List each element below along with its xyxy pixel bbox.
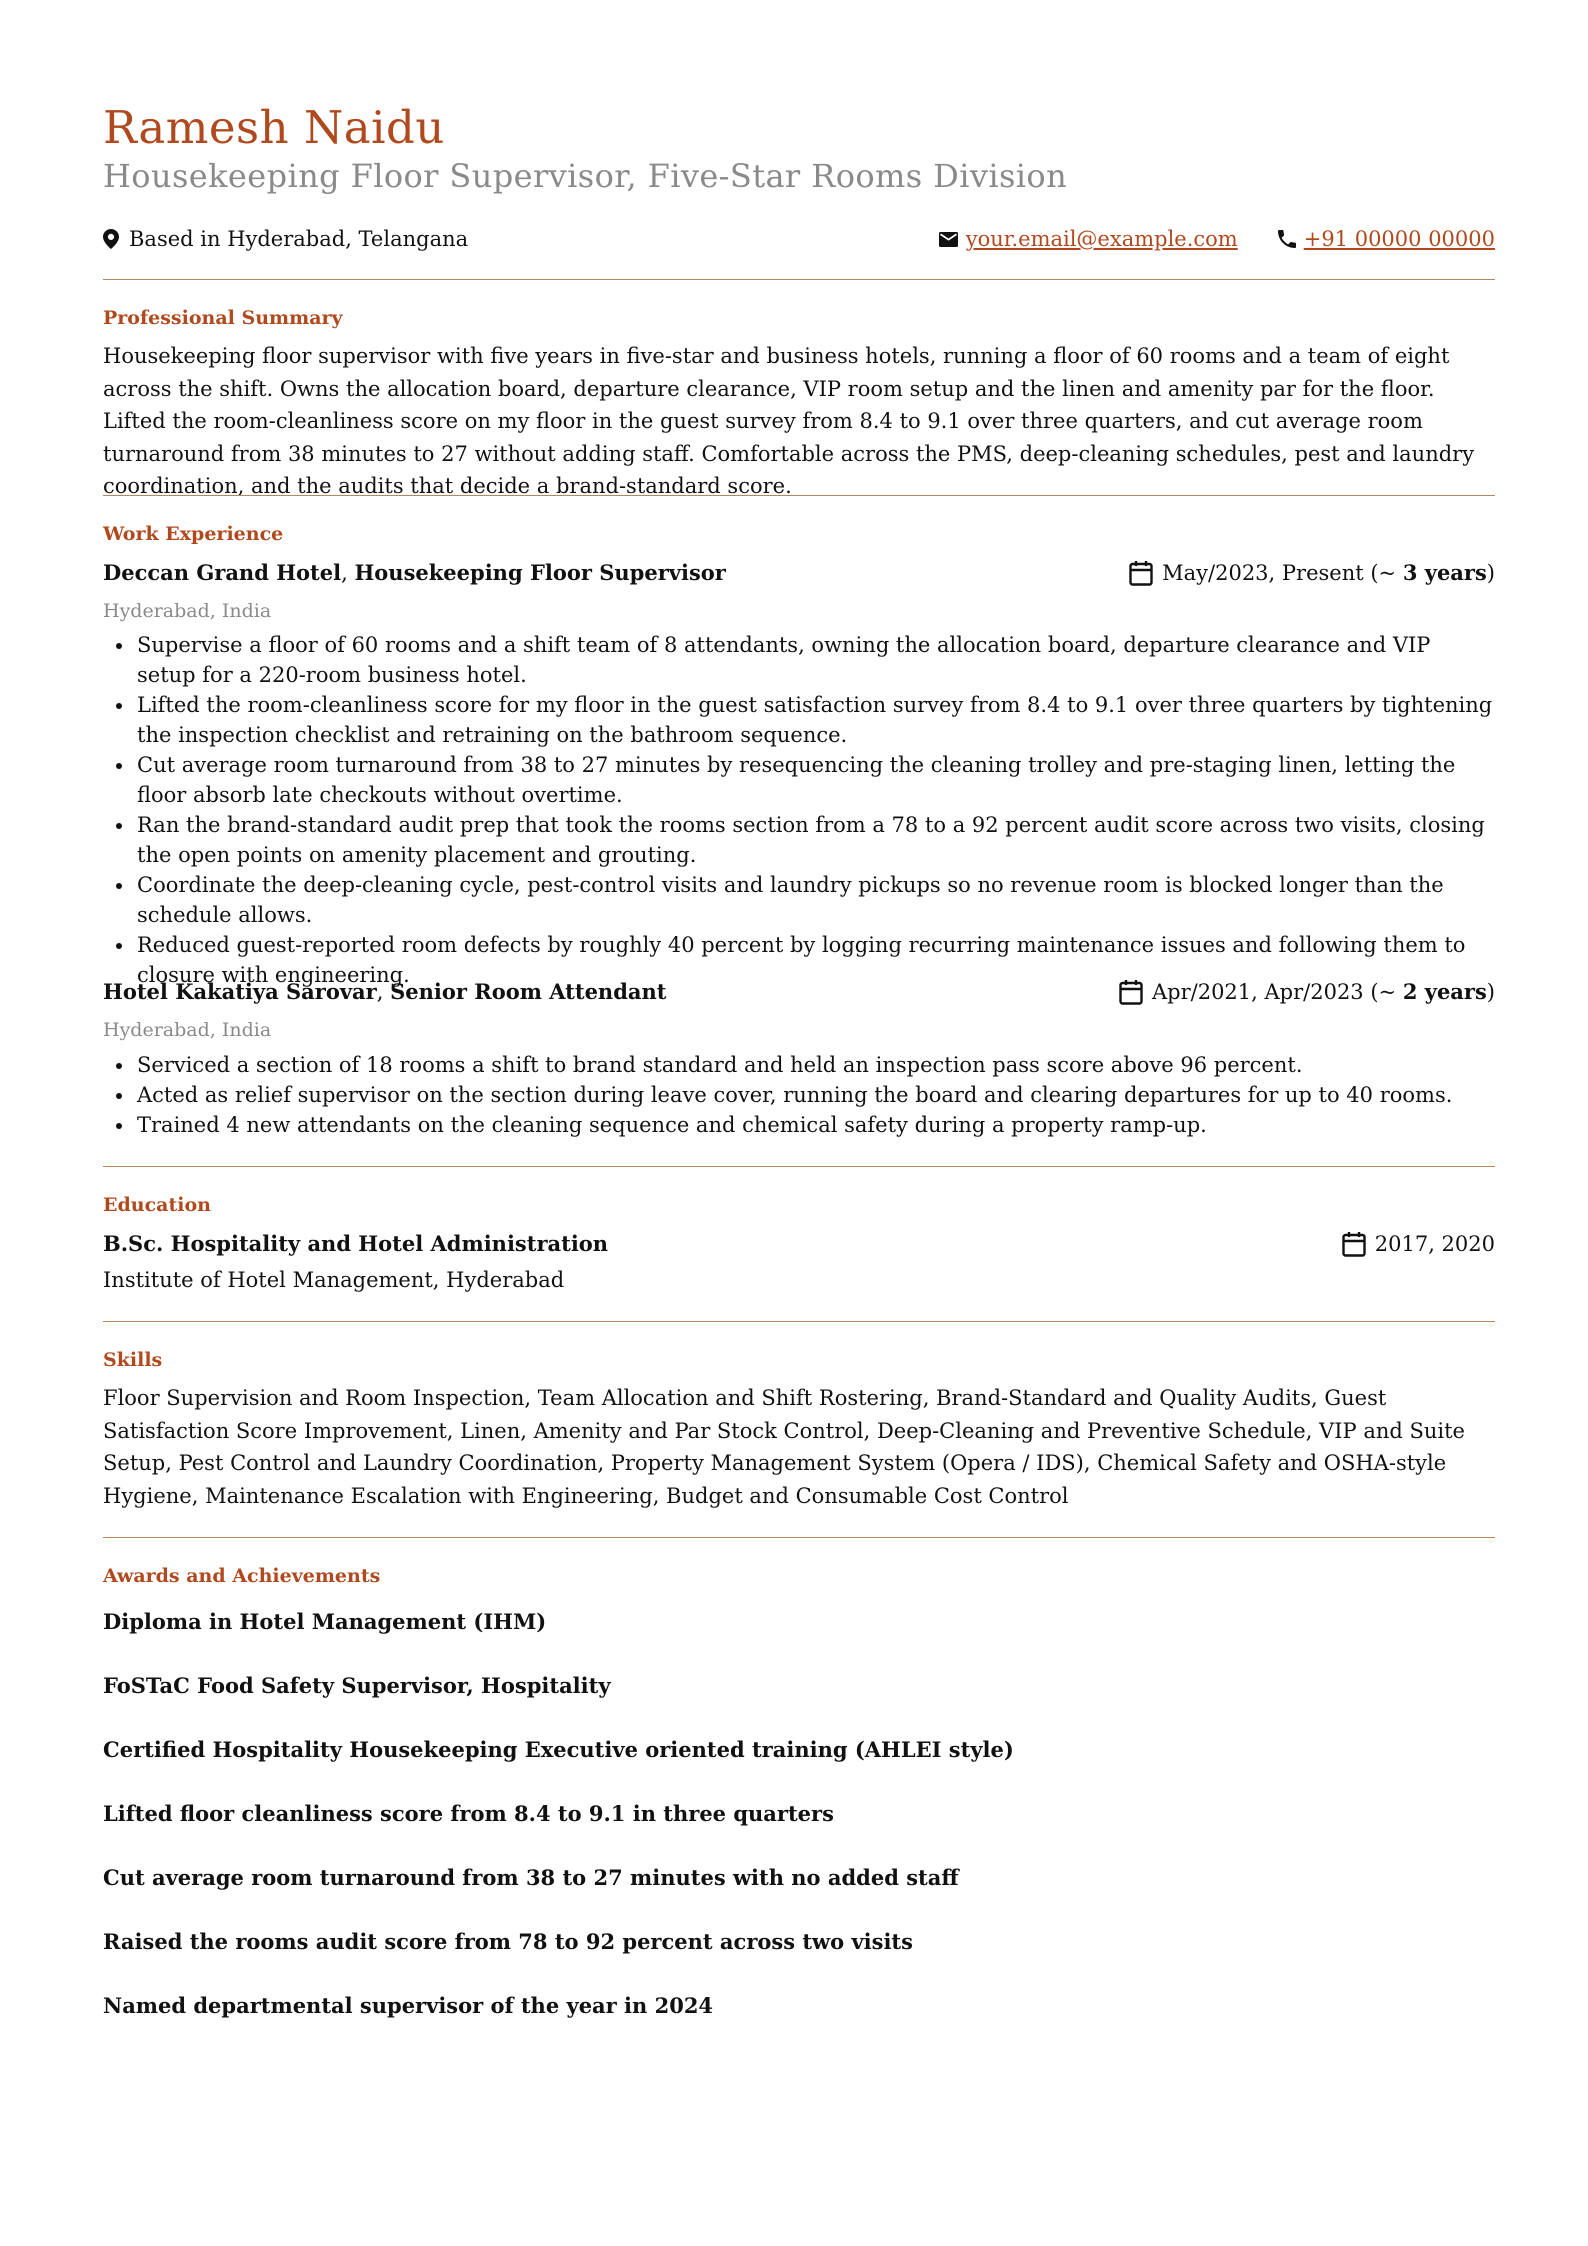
list-item: Cut average room turnaround from 38 to 27 minutes by resequencing the cleaning trolley and pre-staging linen, letting the floor absorb late checkouts without overtime. <box>103 750 1495 810</box>
job-location: Hyderabad, India <box>103 1019 272 1041</box>
list-item: Serviced a section of 18 rooms a shift to brand standard and held an inspection pass score above 96 percent. <box>103 1050 1495 1080</box>
email-item <box>939 222 1238 256</box>
list-item: Acted as relief supervisor on the section during leave cover, running the board and clearing departures for up to 40 rooms. <box>103 1080 1495 1110</box>
award-item: Cut average room turnaround from 38 to 27 minutes with no added staff <box>103 1865 959 1890</box>
contact-links <box>939 222 1495 256</box>
job-date-range: May/2023, Present (~ <box>1162 561 1403 585</box>
education-heading: Education <box>103 1194 211 1216</box>
job-date-close: ) <box>1486 561 1495 585</box>
award-item: Named departmental supervisor of the year in 2024 <box>103 1993 714 2018</box>
job-separator: , <box>341 561 355 585</box>
job-bullets <box>103 1050 1495 1140</box>
skills-heading: Skills <box>103 1349 163 1371</box>
experience-heading: Work Experience <box>103 523 284 545</box>
job-role: Senior Room Attendant <box>390 979 667 1004</box>
calendar-icon <box>1129 560 1153 586</box>
job-duration: 3 years <box>1402 560 1487 585</box>
job-company: Deccan Grand Hotel <box>103 560 342 585</box>
divider <box>103 495 1495 496</box>
map-pin-icon <box>103 229 119 249</box>
job-bullets <box>103 630 1495 990</box>
phone-icon <box>1278 230 1296 248</box>
list-item: Coordinate the deep-cleaning cycle, pest-control visits and laundry pickups so no revenue room is blocked longer than the schedule allows. <box>103 870 1495 930</box>
email-link[interactable]: your.email@example.com <box>965 227 1238 251</box>
job-role: Housekeeping Floor Supervisor <box>354 560 726 585</box>
location-item <box>103 222 468 256</box>
award-item: Lifted floor cleanliness score from 8.4 to 9.1 in three quarters <box>103 1801 834 1826</box>
list-item: Ran the brand-standard audit prep that took the rooms section from a 78 to a 92 percent audit score across two visits, closing the open points on amenity placement and grouting. <box>103 810 1495 870</box>
education-degree: B.Sc. Hospitality and Hotel Administration <box>103 1231 609 1256</box>
job-duration: 2 years <box>1402 979 1487 1004</box>
job-separator: , <box>376 980 391 1004</box>
location-text: Based in Hyderabad, Telangana <box>129 227 469 251</box>
divider <box>103 1321 1495 1322</box>
education-institution: Institute of Hotel Management, Hyderabad <box>103 1268 565 1292</box>
education-header <box>103 1228 1495 1260</box>
summary-heading: Professional Summary <box>103 307 343 329</box>
job-dates <box>1119 976 1495 1008</box>
job-date-close: ) <box>1486 980 1495 1004</box>
divider <box>103 1166 1495 1167</box>
phone-item <box>1278 222 1495 256</box>
award-item: Certified Hospitality Housekeeping Executive oriented training (AHLEI style) <box>103 1737 1014 1762</box>
contact-row <box>103 222 1495 256</box>
job-location: Hyderabad, India <box>103 600 272 622</box>
list-item: Lifted the room-cleanliness score for my floor in the guest satisfaction survey from 8.4 to 9.1 over three quarters by tightening the inspection checklist and retraining on the bathroom sequence. <box>103 690 1495 750</box>
job-header <box>103 557 1495 589</box>
divider <box>103 1537 1495 1538</box>
envelope-icon <box>939 232 958 247</box>
list-item: Supervise a floor of 60 rooms and a shift team of 8 attendants, owning the allocation board, departure clearance and VIP setup for a 220-room business hotel. <box>103 630 1495 690</box>
candidate-headline: Housekeeping Floor Supervisor, Five-Star Rooms Division <box>103 157 1068 195</box>
list-item: Reduced guest-reported room defects by roughly 40 percent by logging recurring maintenance issues and following them to closure with engineering. <box>103 930 1495 990</box>
job-title <box>103 557 726 589</box>
calendar-icon <box>1119 979 1143 1005</box>
calendar-icon <box>1342 1231 1366 1257</box>
list-item: Trained 4 new attendants on the cleaning sequence and chemical safety during a property ramp-up. <box>103 1110 1495 1140</box>
education-date-range: 2017, 2020 <box>1374 1232 1495 1256</box>
award-item: FoSTaC Food Safety Supervisor, Hospitality <box>103 1673 611 1698</box>
education-dates <box>1342 1228 1495 1260</box>
awards-heading: Awards and Achievements <box>103 1565 381 1587</box>
candidate-name: Ramesh Naidu <box>103 101 445 154</box>
phone-link[interactable]: +91 00000 00000 <box>1303 227 1495 251</box>
job-header <box>103 976 1495 1008</box>
job-date-range: Apr/2021, Apr/2023 (~ <box>1151 980 1403 1004</box>
job-company: Hotel Kakatiya Sarovar <box>103 979 377 1004</box>
job-dates <box>1129 557 1495 589</box>
job-title <box>103 976 666 1008</box>
divider <box>103 279 1495 280</box>
skills-text: Floor Supervision and Room Inspection, Team Allocation and Shift Rostering, Brand-Standard and Quality Audits, Guest Satisfaction Score Improvement, Linen, Amenity and Par Stock Control, Deep-Cleaning and Preventive Schedule, VIP and Suite Setup, Pest Control and Laundry Coordination, Property Management System (Opera / IDS), Chemical Safety and OSHA-style Hygiene, Maintenance Escalation with Engineering, Budget and Consumable Cost Control <box>103 1386 1465 1508</box>
award-item: Raised the rooms audit score from 78 to 92 percent across two visits <box>103 1929 913 1954</box>
summary-text: Housekeeping floor supervisor with five years in five-star and business hotels, running a floor of 60 rooms and a team of eight across the shift. Owns the allocation board, departure clearance, VIP room setup and the linen and amenity par for the floor. Lifted the room-cleanliness score on my floor in the guest survey from 8.4 to 9.1 over three quarters, and cut average room turnaround from 38 minutes to 27 without adding staff. Comfortable across the PMS, deep-cleaning schedules, pest and laundry coordination, and the audits that decide a brand-standard score. <box>103 344 1475 498</box>
award-item: Diploma in Hotel Management (IHM) <box>103 1609 547 1634</box>
